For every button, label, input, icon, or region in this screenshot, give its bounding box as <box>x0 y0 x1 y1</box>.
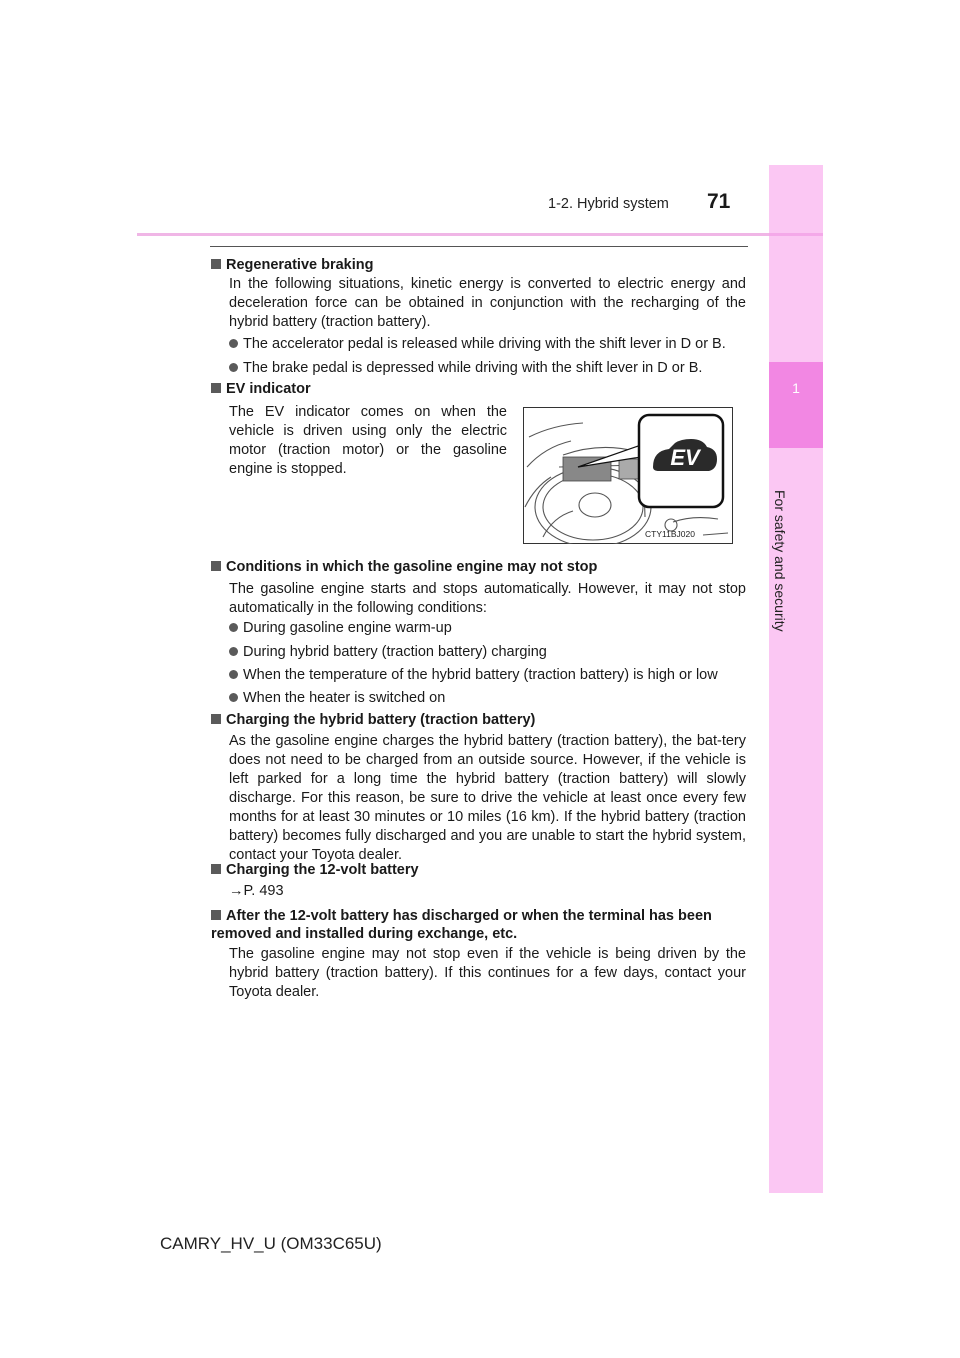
chapter-number-box <box>769 362 823 448</box>
list-item: When the temperature of the hybrid battery (traction battery) is high or low <box>229 666 718 684</box>
round-bullet-icon <box>229 647 238 656</box>
chapter-number: 1 <box>792 380 800 396</box>
round-bullet-icon <box>229 339 238 348</box>
paragraph-charging-hybrid-battery: As the gasoline engine charges the hybrid battery (traction battery), the bat-tery does not need to be charged from an outside source. However, if the vehicle is left parked for a long time the hybrid battery (traction battery) will slowly discharge. For this reason, be sure to drive the vehicle at least once every few months for at least 30 minutes or 10 miles (16 km). If the hybrid battery (traction battery) becomes fully discharged and you are unable to start the hybrid system, contact your Toyota dealer. <box>229 733 746 863</box>
list-item: When the heater is switched on <box>229 689 445 707</box>
paragraph-regenerative-braking: In the following situations, kinetic energy is converted to electric energy and deceleration force can be obtained in conjunction with the recharging of the hybrid battery (traction battery). <box>229 276 746 330</box>
heading-regenerative-braking: Regenerative braking <box>211 256 373 274</box>
square-bullet-icon <box>211 259 221 269</box>
page-number: 71 <box>707 190 731 213</box>
document-id: CAMRY_HV_U (OM33C65U) <box>160 1234 382 1253</box>
heading-charging-12v-battery: Charging the 12-volt battery <box>211 861 419 879</box>
ev-indicator-figure <box>523 407 733 544</box>
square-bullet-icon <box>211 714 221 724</box>
square-bullet-icon <box>211 561 221 571</box>
list-item: The brake pedal is depressed while driving with the shift lever in D or B. <box>229 359 702 377</box>
header-rule <box>137 233 769 236</box>
heading-after-12v-discharge: After the 12-volt battery has discharged or when the terminal has been removed and installed during exchange, etc. <box>211 908 712 942</box>
list-item: During gasoline engine warm-up <box>229 619 452 637</box>
list-item: During hybrid battery (traction battery) charging <box>229 643 547 661</box>
paragraph-engine-may-not-stop: The gasoline engine starts and stops automatically. However, it may not stop automatically in the following conditions: <box>229 581 746 616</box>
round-bullet-icon <box>229 693 238 702</box>
ev-badge-text: EV <box>670 445 700 470</box>
paragraph-ev-indicator: The EV indicator comes on when the vehicle is driven using only the electric motor (traction motor) or the gasoline engine is stopped. <box>229 404 507 477</box>
square-bullet-icon <box>211 864 221 874</box>
section-title: 1-2. Hybrid system <box>548 196 669 212</box>
figure-code: CTY11BJ020 <box>645 529 695 539</box>
round-bullet-icon <box>229 670 238 679</box>
square-bullet-icon <box>211 910 221 920</box>
square-bullet-icon <box>211 383 221 393</box>
heading-charging-hybrid-battery: Charging the hybrid battery (traction battery) <box>211 711 535 729</box>
heading-engine-may-not-stop: Conditions in which the gasoline engine may not stop <box>211 558 597 576</box>
side-tab-rule <box>769 233 823 236</box>
round-bullet-icon <box>229 363 238 372</box>
round-bullet-icon <box>229 623 238 632</box>
list-item: The accelerator pedal is released while driving with the shift lever in D or B. <box>229 335 726 353</box>
chapter-title: For safety and security <box>772 490 788 632</box>
page-reference: →P. 493 <box>229 883 284 899</box>
content-top-rule <box>210 246 748 247</box>
heading-ev-indicator: EV indicator <box>211 380 311 398</box>
chapter-side-tab <box>769 165 823 1193</box>
paragraph-after-12v-discharge: The gasoline engine may not stop even if the vehicle is being driven by the hybrid battery (traction battery). If this continues for a few days, contact your Toyota dealer. <box>229 946 746 1000</box>
